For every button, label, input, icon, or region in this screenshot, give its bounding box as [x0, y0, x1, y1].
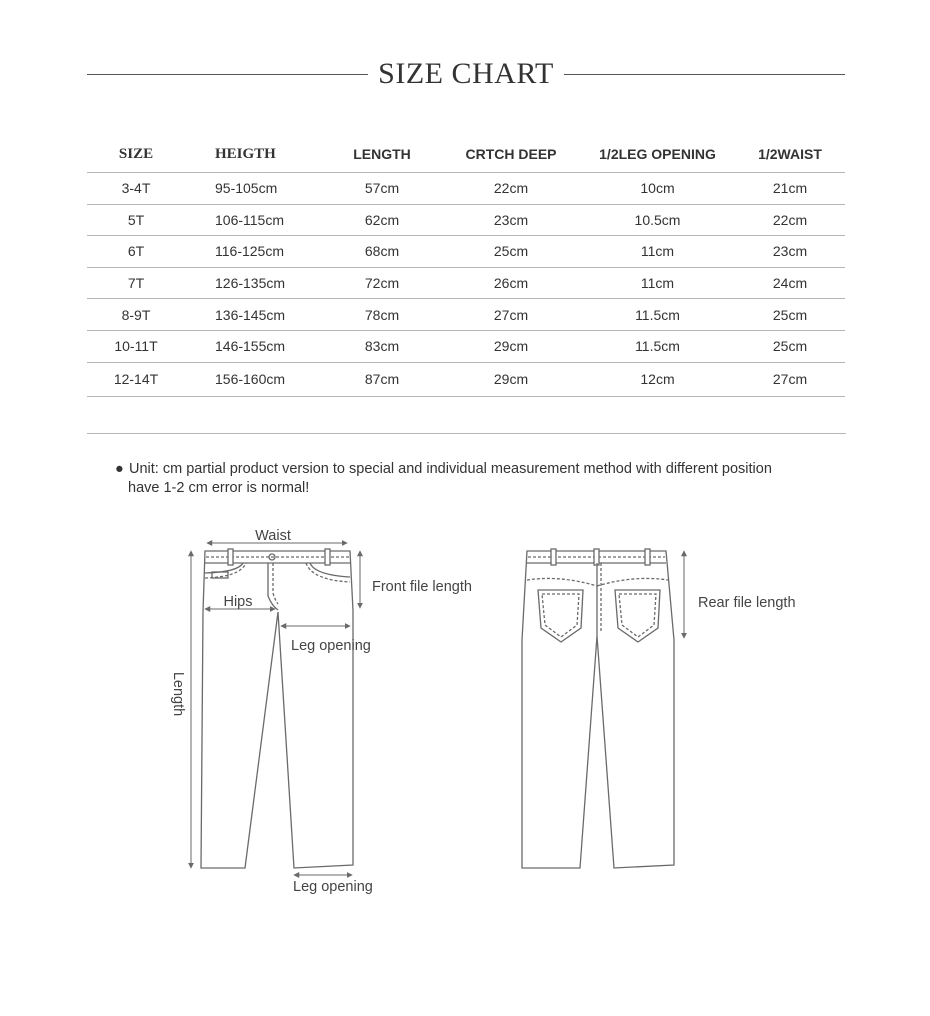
- cell-height: 156-160cm: [185, 362, 322, 396]
- cell-crotch-deep: 29cm: [442, 362, 580, 396]
- cell-crotch-deep: 23cm: [442, 204, 580, 236]
- cell-half-waist: 25cm: [735, 299, 845, 331]
- header-half-waist: 1/2WAIST: [735, 136, 845, 173]
- cell-crotch-deep: 26cm: [442, 267, 580, 299]
- cell-length: 83cm: [322, 330, 442, 362]
- front-belt-loop-left: [228, 549, 233, 565]
- cell-half-waist: 21cm: [735, 173, 845, 205]
- cell-size: 8-9T: [87, 299, 185, 331]
- rear-belt-loop-right: [645, 549, 650, 565]
- rear-pants-illustration: [522, 549, 674, 868]
- cell-length: 57cm: [322, 173, 442, 205]
- cell-height: 95-105cm: [185, 173, 322, 205]
- front-fly-stitch: [273, 563, 278, 604]
- cell-height: 146-155cm: [185, 330, 322, 362]
- cell-crotch-deep: 27cm: [442, 299, 580, 331]
- cell-size: 5T: [87, 204, 185, 236]
- cell-size: 10-11T: [87, 330, 185, 362]
- cell-size: 6T: [87, 236, 185, 268]
- cell-half-leg-opening: 10cm: [580, 173, 735, 205]
- note-line-1: Unit: cm partial product version to special and individual measurement method with different position: [129, 461, 772, 477]
- note-line-2: have 1-2 cm error is normal!: [128, 480, 310, 496]
- cell-height: 116-125cm: [185, 236, 322, 268]
- front-belt-loop-right: [325, 549, 330, 565]
- header-length: LENGTH: [322, 136, 442, 173]
- rear-belt-loop-center: [594, 549, 599, 565]
- cell-half-leg-opening: 11.5cm: [580, 299, 735, 331]
- leg-opening-top-label: Leg opening: [291, 638, 371, 654]
- cell-crotch-deep: 22cm: [442, 173, 580, 205]
- cell-length: 72cm: [322, 267, 442, 299]
- cell-half-waist: 25cm: [735, 330, 845, 362]
- waist-label: Waist: [255, 528, 291, 544]
- header-height: HEIGTH: [185, 136, 322, 173]
- cell-height: 106-115cm: [185, 204, 322, 236]
- rear-belt-loop-left: [551, 549, 556, 565]
- header-size: SIZE: [87, 136, 185, 173]
- cell-length: 78cm: [322, 299, 442, 331]
- cell-size: 3-4T: [87, 173, 185, 205]
- length-label: Length: [170, 671, 186, 717]
- cell-size: 12-14T: [87, 362, 185, 396]
- cell-crotch-deep: 25cm: [442, 236, 580, 268]
- front-measure-lines: [191, 543, 360, 875]
- hips-label: Hips: [223, 594, 253, 610]
- cell-half-waist: 23cm: [735, 236, 845, 268]
- cell-size: 7T: [87, 267, 185, 299]
- page-title: SIZE CHART: [378, 57, 554, 90]
- rear-yoke-left: [527, 578, 597, 586]
- rear-pocket-right-stitch: [619, 594, 656, 637]
- leg-opening-bottom-label: Leg opening: [293, 879, 373, 895]
- cell-half-waist: 24cm: [735, 267, 845, 299]
- rear-pants-outline: [522, 551, 674, 868]
- front-file-length-label: Front file length: [372, 579, 472, 595]
- cell-half-leg-opening: 11cm: [580, 267, 735, 299]
- cell-height: 136-145cm: [185, 299, 322, 331]
- cell-length: 62cm: [322, 204, 442, 236]
- cell-half-leg-opening: 12cm: [580, 362, 735, 396]
- front-pocket-left-stitch: [205, 563, 246, 578]
- cell-half-leg-opening: 11.5cm: [580, 330, 735, 362]
- header-crotch-deep: CRTCH DEEP: [442, 136, 580, 173]
- bullet-icon: ●: [115, 461, 124, 477]
- cell-height: 126-135cm: [185, 267, 322, 299]
- rear-yoke-right: [597, 578, 668, 586]
- cell-crotch-deep: 29cm: [442, 330, 580, 362]
- cell-length: 87cm: [322, 362, 442, 396]
- cell-half-waist: 27cm: [735, 362, 845, 396]
- rear-file-length-label: Rear file length: [698, 595, 796, 611]
- front-pocket-right-stitch: [306, 563, 350, 582]
- rear-pocket-left-stitch: [542, 594, 579, 637]
- cell-half-leg-opening: 10.5cm: [580, 204, 735, 236]
- cell-half-waist: 22cm: [735, 204, 845, 236]
- header-half-leg-opening: 1/2LEG OPENING: [580, 136, 735, 173]
- cell-half-leg-opening: 11cm: [580, 236, 735, 268]
- cell-length: 68cm: [322, 236, 442, 268]
